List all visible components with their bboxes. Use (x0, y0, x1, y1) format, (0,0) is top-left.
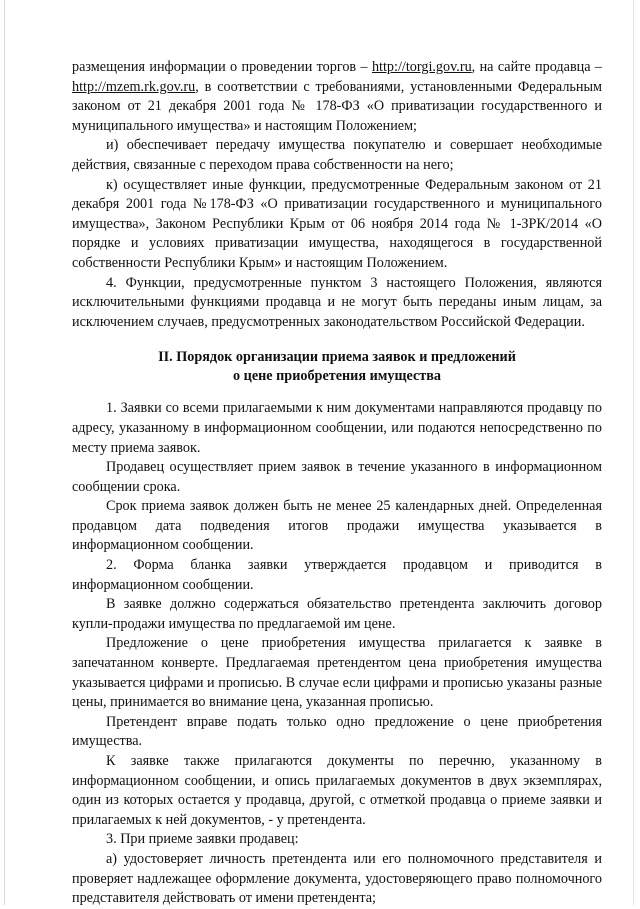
paragraph-1: 1. Заявки со всеми прилагаемыми к ним документами направляются продавцу по адресу, указанному в информационном сообщении, или подаются непосредственно по месту приема заявок. (72, 400, 602, 456)
paragraph-seller: Продавец осуществляет прием заявок в течение указанного в информационном сообщении срока. (72, 459, 602, 495)
intro-text-3: , в соответствии с требованиями, установленными Федеральным законом от 21 декабря 2001 года № 178-ФЗ «О приватизации государственного и муниципального имущества» и настоящим Положением; (72, 78, 602, 134)
paragraph-term: Срок приема заявок должен быть не менее 25 календарных дней. Определенная продавцом дата подведения итогов продажи имущества указывается в информационном сообщении. (72, 498, 602, 554)
paragraph-one-offer: Претендент вправе подать только одно предложение о цене приобретения имущества. (72, 713, 602, 750)
paragraph-item-k: к) осуществляет иные функции, предусмотренные Федеральным законом от 21 декабря 2001 года №178-ФЗ «О приватизации государственного и муниципального имущества», Законом Республики Крым от 06 ноября 2014 года № 1-ЗРК/2014 «О порядке и условиях приватизации имущества, находящегося в государственной собственности Республики Крым» и настоящим Положением. (72, 176, 602, 271)
paragraph-3: 3. При приеме заявки продавец: (106, 831, 299, 848)
paragraph-item-a: а) удостоверяет личность претендента или его полномочного представителя и проверяет надлежащее оформление документа, удостоверяющего право полномочного представителя действовать от имени претендента; (72, 850, 602, 907)
paragraph-intro (72, 58, 602, 136)
section-heading (72, 348, 602, 386)
section-heading-line-1: II. Порядок организации приема заявок и предложений (158, 349, 516, 366)
intro-text-1: размещения информации о проведении торгов – (72, 59, 368, 75)
document-body (72, 58, 602, 909)
link-torgi[interactable]: http://torgi.gov.ru (371, 59, 472, 75)
paragraph-2: 2. Форма бланка заявки утверждается продавцом и приводится в информационном сообщении. (72, 557, 602, 593)
link-mzem[interactable]: http://mzem.rk.gov.ru (72, 78, 196, 95)
paragraph-4: 4. Функции, предусмотренные пунктом 3 настоящего Положения, являются исключительными функциями продавца и не могут быть переданы иным лицам, за исключением случаев, предусмотренных законодательством Российской Федерации. (72, 274, 602, 330)
intro-text-2: , на сайте продавца – (471, 59, 602, 75)
paragraph-docs: К заявке также прилагаются документы по перечню, указанному в информационном сообщении, и опись прилагаемых документов в двух экземплярах, один из которых остается у продавца, другой, с отметкой продавца о приеме заявки и прилагаемых к ней документов, - у претендента. (72, 753, 602, 828)
section-heading-line-2: о цене приобретения имущества (233, 368, 441, 385)
paragraph-item-i: и) обеспечивает передачу имущества покупателю и совершает необходимые действия, связанные с переходом права собственности на него; (72, 137, 602, 173)
page-edge-left (4, 0, 5, 905)
paragraph-obligation: В заявке должно содержаться обязательство претендента заключить договор купли-продажи имущества по предлагаемой им цене. (72, 596, 602, 632)
page-edge-right (633, 0, 634, 905)
paragraph-offer: Предложение о цене приобретения имущества прилагается к заявке в запечатанном конверте. Предлагаемая претендентом цена приобретения имущества указывается цифрами и прописью. В случае если цифрами и прописью указаны разные цены, принимается во внимание цена, указанная прописью. (72, 635, 602, 711)
